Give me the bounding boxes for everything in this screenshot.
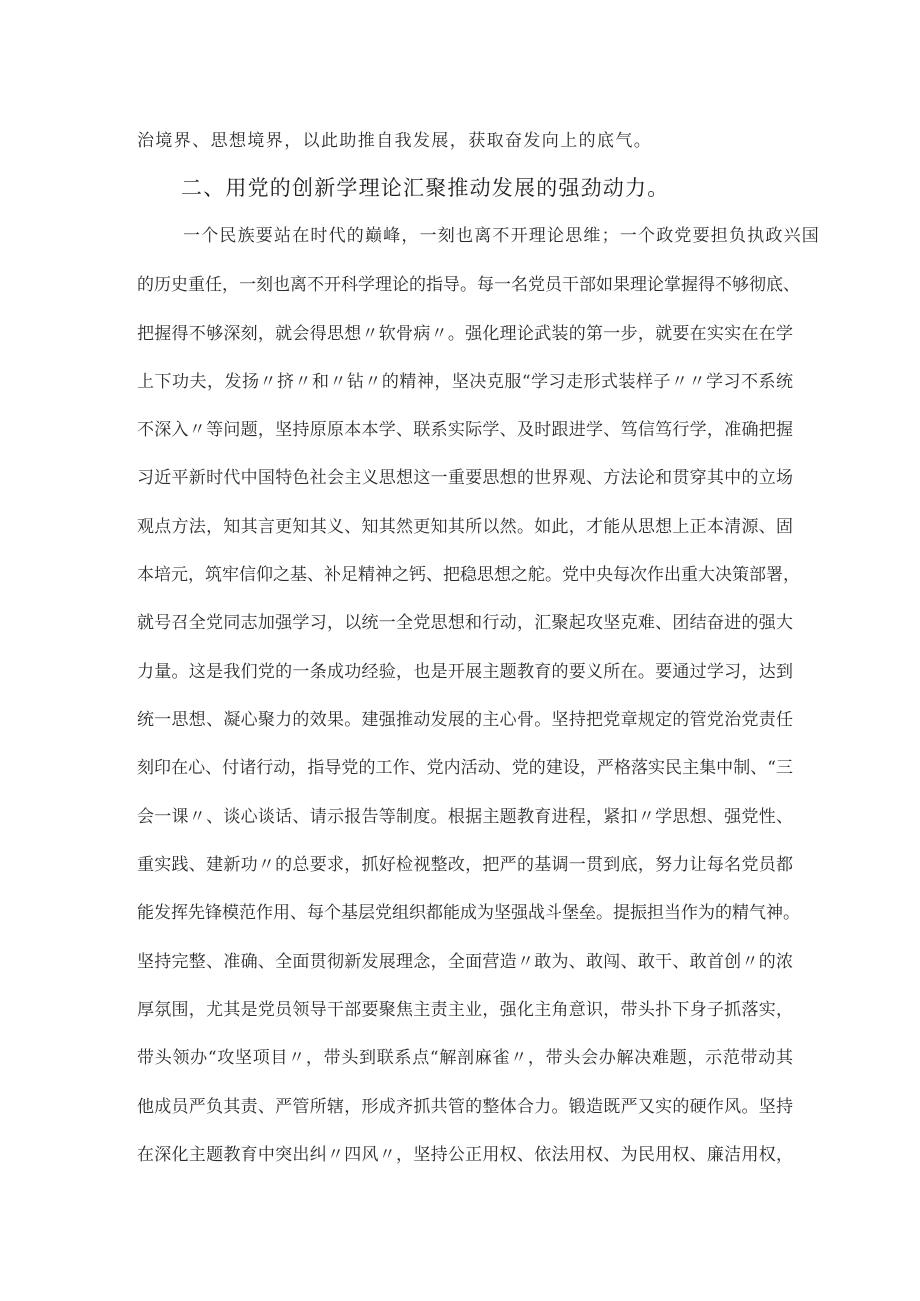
paragraph-line: 不深入〃等问题，坚持原原本本学、联系实际学、及时跟进学、笃信笃行学，准确把握 — [137, 420, 793, 440]
paragraph-line: 他成员严负其责、严管所辖，形成齐抓共管的整体合力。锻造既严又实的硬作风。坚持 — [137, 1097, 793, 1117]
paragraph-line: 的历史重任，一刻也离不开科学理论的指导。每一名党员干部如果理论掌握得不够彻底、 — [137, 275, 800, 295]
paragraph-line: 本培元，筑牢信仰之基、补足精神之钙、把稳思想之舵。党中央每次作出重大决策部署， — [137, 565, 800, 585]
paragraph-line: 重实践、建新功〃的总要求，抓好检视整改，把严的基调一贯到底，努力让每名党员都 — [137, 855, 793, 875]
paragraph-line: 带头领办“攻坚项目〃，带头到联系点“解剖麻雀〃，带头会办解决难题，示范带动其 — [137, 1048, 793, 1068]
paragraph-line: 习近平新时代中国特色社会主义思想这一重要思想的世界观、方法论和贯穿其中的立场 — [137, 468, 793, 488]
paragraph-line: 能发挥先锋模范作用、每个基层党组织都能成为坚强战斗堡垒。提振担当作为的精气神。 — [137, 903, 800, 923]
paragraph-line: 会一课〃、谈心谈话、请示报告等制度。根据主题教育进程，紧扣〃学思想、强党性、 — [137, 807, 793, 827]
paragraph-line: 厚氛围，尤其是党员领导干部要聚焦主责主业，强化主角意识，带头扑下身子抓落实， — [137, 1000, 793, 1020]
paragraph-line: 坚持完整、准确、全面贯彻新发展理念，全面营造〃敢为、敢闯、敢干、敢首创〃的浓 — [137, 952, 793, 972]
paragraph-line: 力量。这是我们党的一条成功经验，也是开展主题教育的要义所在。要通过学习，达到 — [137, 662, 793, 682]
paragraph-line: 上下功夫，发扬〃挤〃和〃钻〃的精神，坚决克服“学习走形式装样子〃〃学习不系统 — [137, 372, 793, 392]
paragraph-line: 在深化主题教育中突出纠〃四风〃，坚持公正用权、依法用权、为民用权、廉洁用权， — [137, 1145, 793, 1165]
paragraph-line: 刻印在心、付诸行动，指导党的工作、党内活动、党的建设，严格落实民主集中制、“三 — [137, 758, 793, 778]
text-line-continuation: 治境界、思想境界，以此助推自我发展，获取奋发向上的底气。 — [137, 131, 653, 151]
paragraph-line: 观点方法，知其言更知其义、知其然更知其所以然。如此，才能从思想上正本清源、固 — [137, 517, 793, 537]
section-heading: 二、用党的创新学理论汇聚推动发展的强劲动力。 — [181, 176, 670, 200]
paragraph-line: 就号召全党同志加强学习，以统一全党思想和行动，汇聚起攻坚克难、团结奋进的强大 — [137, 613, 793, 633]
paragraph-line: 统一思想、凝心聚力的效果。建强推动发展的主心骨。坚持把党章规定的管党治党责任 — [137, 710, 793, 730]
paragraph-line: 把握得不够深刻，就会得思想〃软骨病〃。强化理论武装的第一步，就要在实实在在学 — [137, 324, 793, 344]
paragraph-first-line: 一个民族要站在时代的巅峰，一刻也离不开理论思维；一个政党要担负执政兴国 — [183, 226, 820, 246]
